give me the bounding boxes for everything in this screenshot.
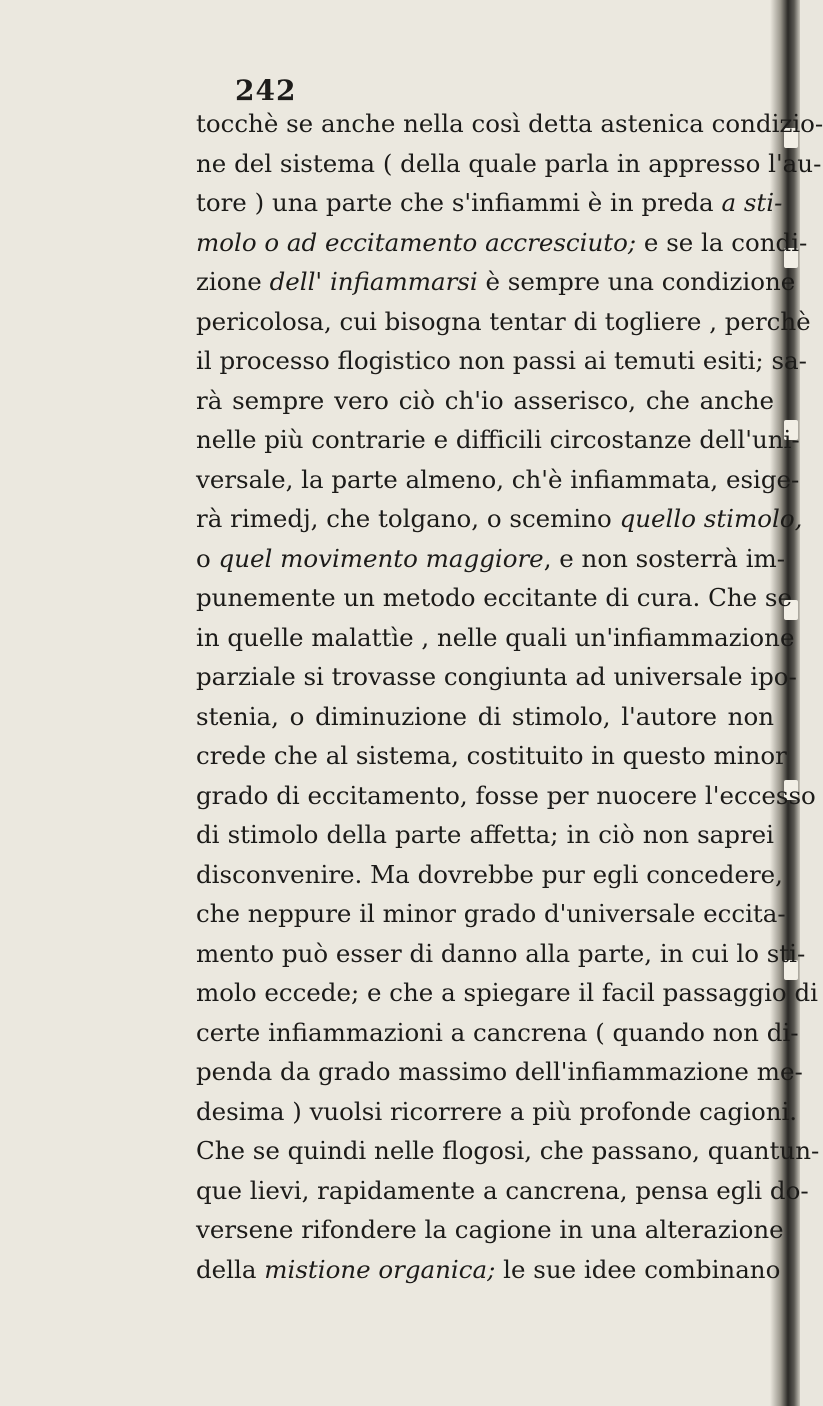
text-segment: crede che al sistema, costituito in questo minor [196, 741, 787, 770]
text-line [196, 302, 811, 342]
text-line [196, 934, 806, 974]
text-segment: in quelle malattìe , nelle quali un'infiammazione [196, 622, 795, 652]
text-segment: tocchè se anche nella così detta astenica condizio- [196, 109, 823, 138]
text-line [196, 855, 783, 895]
italic-text: quello stimolo, [619, 504, 803, 533]
page-number: 242 [235, 74, 297, 107]
text-segment: stenia, o diminuzione di stimolo, l'autore non [196, 701, 774, 731]
text-segment: rà sempre vero ciò ch'io asserisco, che anche [196, 385, 774, 415]
text-line [196, 499, 803, 539]
text-line [196, 657, 797, 697]
italic-text: mistione organica; [264, 1254, 496, 1284]
text-line [196, 539, 786, 579]
text-line [196, 736, 787, 776]
text-line [196, 815, 774, 855]
text-line [196, 1131, 820, 1171]
text-segment: disconvenire. Ma dovrebbe pur egli concedere, [196, 859, 783, 889]
text-line [196, 973, 818, 1013]
italic-text: molo o ad eccitamento accresciuto; [196, 227, 637, 257]
text-line [196, 1250, 781, 1290]
text-segment: desima ) vuolsi ricorrere a più profonde cagioni. [196, 1096, 798, 1126]
italic-text: a sti- [721, 188, 783, 217]
text-segment: Che se quindi nelle flogosi, che passano, quantun- [196, 1136, 820, 1165]
text-line [196, 1210, 784, 1250]
text-segment: versene rifondere la cagione in una alterazione [196, 1215, 784, 1244]
text-segment: versale, la parte almeno, ch'è infiammata, esige- [196, 464, 800, 494]
text-line [196, 262, 796, 302]
text-segment: pericolosa, cui bisogna tentar di togliere , perchè [196, 306, 811, 336]
text-line [196, 104, 823, 144]
text-segment: della [196, 1254, 265, 1284]
text-segment: nelle più contrarie e difficili circostanze dell'uni- [196, 425, 800, 454]
text-line [196, 1052, 803, 1092]
text-line [196, 776, 816, 816]
text-line [196, 420, 800, 460]
text-segment: mento può esser di danno alla parte, in cui lo sti- [196, 938, 806, 968]
text-segment: le sue idee combinano [495, 1254, 781, 1284]
text-line [196, 223, 808, 263]
text-segment: zione [196, 267, 270, 296]
text-segment: e se la condi- [636, 227, 808, 257]
text-segment: parziale si trovasse congiunta ad universale ipo- [196, 662, 797, 691]
text-line [196, 144, 822, 184]
text-segment: di stimolo della parte affetta; in ciò non saprei [196, 820, 774, 849]
text-segment: è sempre una condizione [477, 267, 796, 296]
text-line [196, 1171, 809, 1211]
text-segment: que lievi, rapidamente a cancrena, pensa egli do- [196, 1175, 809, 1205]
text-line [196, 578, 793, 618]
text-line [196, 1013, 799, 1053]
text-segment: punemente un metodo eccitante di cura. Che se [196, 583, 793, 612]
text-segment: il processo flogistico non passi ai temuti esiti; sa- [196, 346, 807, 375]
text-segment: molo eccede; e che a spiegare il facil passaggio di [196, 978, 818, 1007]
italic-text: dell' infiammarsi [269, 267, 478, 296]
text-segment: o [196, 543, 219, 573]
text-segment: che neppure il minor grado d'universale eccita- [196, 899, 786, 928]
italic-text: quel movimento maggiore [218, 543, 544, 573]
text-line [196, 341, 807, 381]
text-line [196, 381, 774, 421]
body-text [196, 104, 823, 1289]
text-segment: certe infiammazioni a cancrena ( quando non di- [196, 1017, 799, 1047]
text-segment: , e non sosterrà im- [543, 543, 786, 573]
text-segment: grado di eccitamento, fosse per nuocere l'eccesso [196, 780, 816, 810]
text-segment: rà rimedj, che tolgano, o scemino [196, 504, 620, 533]
text-segment: tore ) una parte che s'infiammi è in preda [196, 188, 722, 217]
text-line [196, 183, 783, 223]
text-line [196, 460, 800, 500]
text-line [196, 1092, 798, 1132]
text-line [196, 894, 786, 934]
text-line [196, 697, 774, 737]
text-segment: penda da grado massimo dell'infiammazione me- [196, 1057, 803, 1086]
text-segment: ne del sistema ( della quale parla in appresso l'au- [196, 148, 822, 178]
text-line [196, 618, 795, 658]
